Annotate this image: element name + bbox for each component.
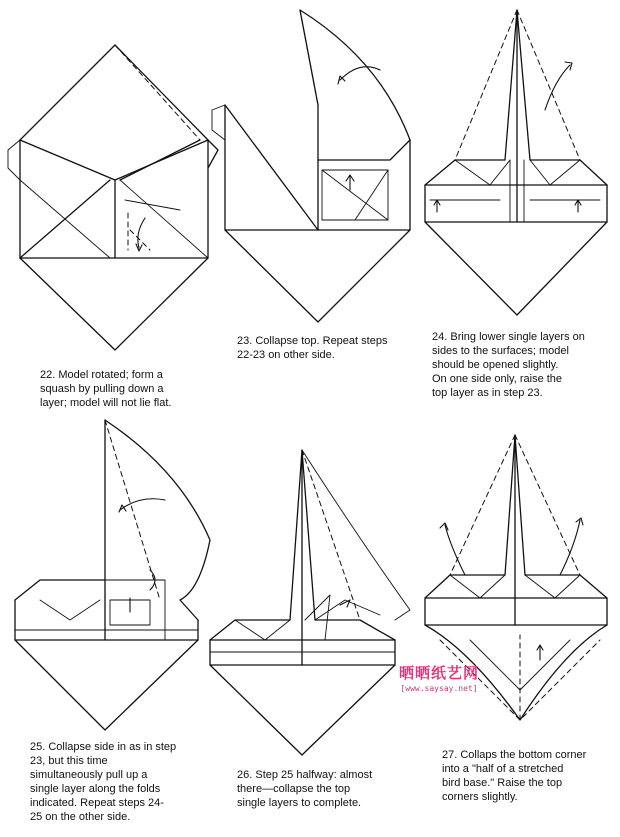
watermark-url: [www.saysay.net] <box>400 684 478 693</box>
site-watermark <box>384 662 494 693</box>
step-23-caption: 23. Collapse top. Repeat steps 22-23 on other side. <box>237 335 388 361</box>
step-22-figure <box>8 45 218 350</box>
step-26-figure <box>210 450 410 755</box>
step-25-caption: 25. Collapse side in as in step 23, but this time simultaneously pull up a single layer along the folds indicated. Repeat steps 24- 25 on the other side. <box>30 741 177 823</box>
step-27-caption: 27. Collaps the bottom corner into a "half of a stretched bird base." Raise the top corners slightly. <box>442 749 587 803</box>
step-24-figure <box>425 10 607 315</box>
step-23-figure <box>212 10 410 322</box>
watermark-title: 晒晒纸艺网 <box>398 664 479 682</box>
step-25-figure <box>15 420 210 730</box>
step-22-caption: 22. Model rotated; form a squash by pulling down a layer; model will not lie flat. <box>40 369 172 409</box>
step-24-caption: 24. Bring lower single layers on sides to the surfaces; model should be opened slightly. On one side only, raise the top layer as in step 23. <box>432 331 585 399</box>
step-26-caption: 26. Step 25 halfway: almost there—collapse the top single layers to complete. <box>237 769 373 809</box>
